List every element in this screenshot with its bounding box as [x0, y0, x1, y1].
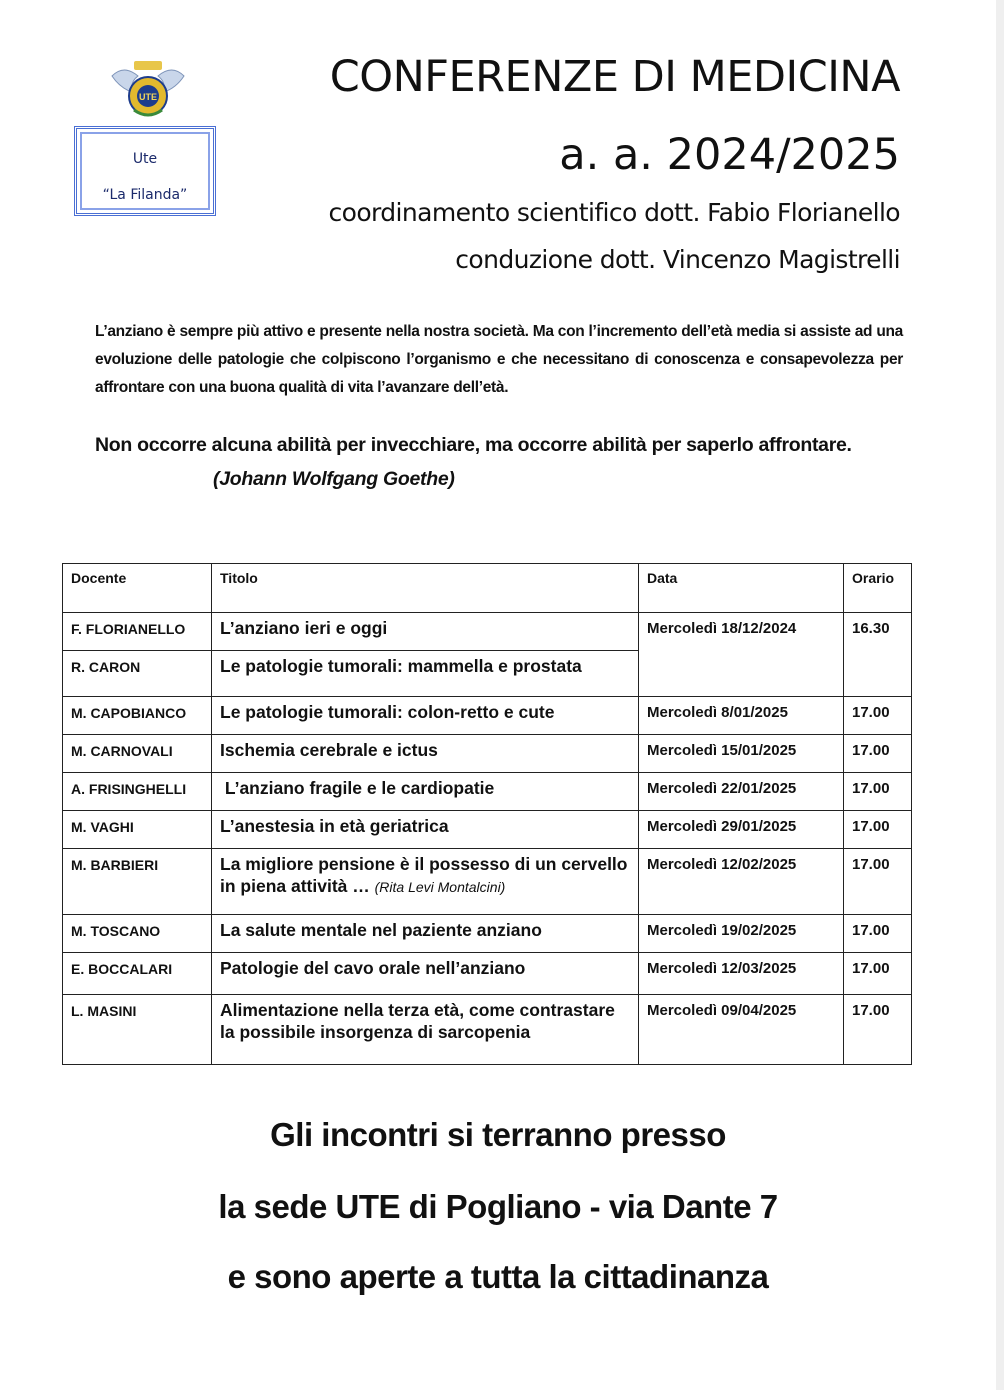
table-row — [63, 735, 912, 773]
header-docente: Docente — [63, 564, 212, 613]
cell-data: Mercoledì 19/02/2025 — [639, 915, 844, 953]
venue-line-2: la sede UTE di Pogliano - via Dante 7 — [218, 1188, 778, 1225]
cell-docente: M. BARBIERI — [63, 849, 212, 915]
cell-titolo: La salute mentale nel paziente anziano — [212, 915, 639, 953]
association-name: Ute — [132, 151, 158, 167]
cell-docente: M. VAGHI — [63, 811, 212, 849]
table-header-row — [63, 564, 912, 613]
quote-text: Non occorre alcuna abilità per invecchiare, ma occorre abilità per saperlo affrontare. — [95, 434, 852, 456]
cell-docente: F. FLORIANELLO — [63, 613, 212, 651]
table-row — [63, 953, 912, 995]
header-orario: Orario — [844, 564, 912, 613]
cell-orario: 17.00 — [844, 773, 912, 811]
cell-orario: 16.30 — [844, 613, 912, 697]
cell-titolo: L’anestesia in età geriatrica — [212, 811, 639, 849]
cell-titolo — [212, 849, 639, 915]
cell-titolo: Le patologie tumorali: colon-retto e cute — [212, 697, 639, 735]
cell-orario: 17.00 — [844, 849, 912, 915]
cell-docente: M. TOSCANO — [63, 915, 212, 953]
academic-year: a. a. 2024/2025 — [559, 130, 900, 180]
cell-data: Mercoledì 09/04/2025 — [639, 995, 844, 1065]
association-subname: “La Filanda” — [102, 187, 188, 203]
conduction: conduzione dott. Vincenzo Magistrelli — [455, 245, 900, 274]
schedule-table — [62, 563, 912, 1065]
header-titolo: Titolo — [212, 564, 639, 613]
cell-docente: L. MASINI — [63, 995, 212, 1065]
cell-orario: 17.00 — [844, 735, 912, 773]
venue-line-3: e sono aperte a tutta la cittadinanza — [227, 1258, 769, 1295]
table-row — [63, 613, 912, 651]
cell-orario: 17.00 — [844, 953, 912, 995]
cell-orario: 17.00 — [844, 995, 912, 1065]
page-edge — [996, 0, 1004, 1390]
table-row — [63, 849, 912, 915]
scientific-coordination: coordinamento scientifico dott. Fabio Florianello — [328, 198, 900, 227]
cell-docente: M. CAPOBIANCO — [63, 697, 212, 735]
cell-data: Mercoledì 12/02/2025 — [639, 849, 844, 915]
cell-titolo: Ischemia cerebrale e ictus — [212, 735, 639, 773]
cell-titolo: Le patologie tumorali: mammella e prostata — [212, 651, 639, 697]
quote — [95, 428, 905, 496]
table-row — [63, 697, 912, 735]
lions-ute-emblem-icon — [108, 58, 188, 122]
cell-data: Mercoledì 18/12/2024 — [639, 613, 844, 697]
cell-titolo: L’anziano ieri e oggi — [212, 613, 639, 651]
cell-orario: 17.00 — [844, 697, 912, 735]
page-title: CONFERENZE DI MEDICINA — [329, 52, 900, 102]
header-data: Data — [639, 564, 844, 613]
association-box — [74, 126, 216, 216]
intro-paragraph: L’anziano è sempre più attivo e presente nella nostra società. Ma con l’incremento dell’età media si assiste ad una evoluzione delle patologie che colpiscono l’organismo e che necessitano di conoscenza e consapevolezza per affrontare con una buona qualità di vita l’avanzare dell’età. — [95, 323, 903, 396]
cell-docente: R. CARON — [63, 651, 212, 697]
quote-author: (Johann Wolfgang Goethe) — [213, 468, 455, 490]
cell-data: Mercoledì 15/01/2025 — [639, 735, 844, 773]
title-citation: (Rita Levi Montalcini) — [374, 879, 506, 895]
cell-docente: E. BOCCALARI — [63, 953, 212, 995]
cell-docente: A. FRISINGHELLI — [63, 773, 212, 811]
venue-line-1: Gli incontri si terranno presso — [270, 1116, 726, 1153]
cell-orario: 17.00 — [844, 915, 912, 953]
table-row — [63, 915, 912, 953]
table-row — [63, 995, 912, 1065]
cell-data: Mercoledì 29/01/2025 — [639, 811, 844, 849]
table-row — [63, 773, 912, 811]
cell-titolo: L’anziano fragile e le cardiopatie — [212, 773, 639, 811]
logo-text: UTE — [139, 92, 157, 102]
title-text: La migliore pensione è il possesso di un cervello in piena attività … — [220, 854, 628, 896]
cell-data: Mercoledì 22/01/2025 — [639, 773, 844, 811]
cell-data: Mercoledì 8/01/2025 — [639, 697, 844, 735]
cell-orario: 17.00 — [844, 811, 912, 849]
cell-titolo: Alimentazione nella terza età, come contrastare la possibile insorgenza di sarcopenia — [212, 995, 639, 1065]
cell-data: Mercoledì 12/03/2025 — [639, 953, 844, 995]
cell-titolo: Patologie del cavo orale nell’anziano — [212, 953, 639, 995]
table-row — [63, 811, 912, 849]
cell-docente: M. CARNOVALI — [63, 735, 212, 773]
